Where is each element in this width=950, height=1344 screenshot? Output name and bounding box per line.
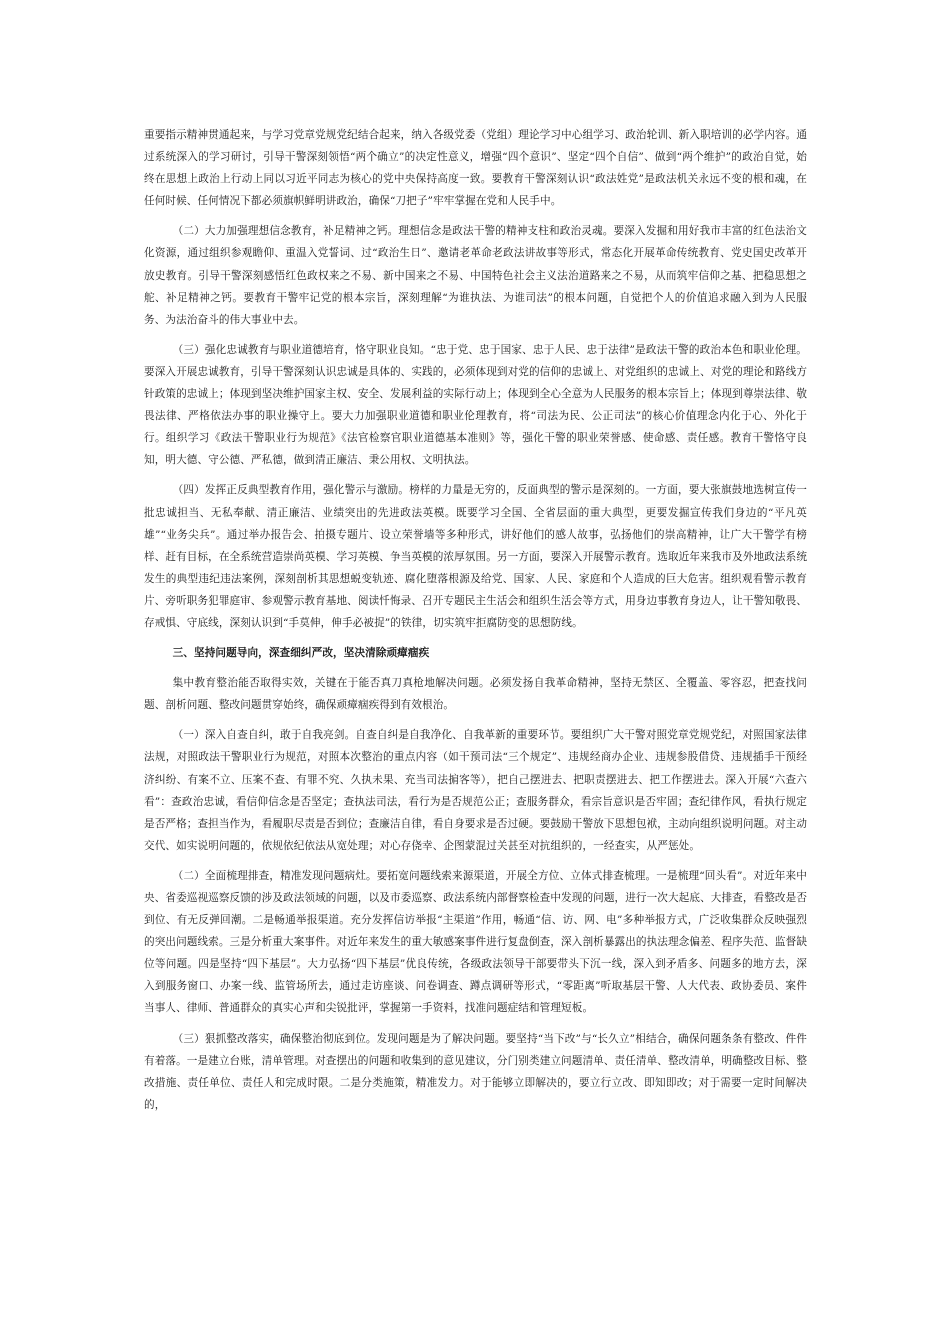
paragraph-study-integration: 重要指示精神贯通起来，与学习党章党规党纪结合起来，纳入各级党委（党组）理论学习中心组学习、政治轮训、新入职培训的必学内容。通过系统深入的学习研讨，引导干警深刻领悟“两个确立”的决定性意义，增强“四个意识”、坚定“四个自信”、做到“两个维护”的政治自觉，始终在思想上政治上行动上同以习近平同志为核心的党中央保持高度一致。要教育干警深刻认识“政法姓党”是政法机关永远不变的根和魂，在任何时候、任何情况下都必须旗帜鲜明讲政治，确保“刀把子”牢牢掌握在党和人民手中。 <box>144 129 808 208</box>
document-page <box>144 124 807 1124</box>
paragraph-comprehensive-review: （二）全面梳理排查，精准发现问题病灶。要拓宽问题线索来源渠道，开展全方位、立体式排查梳理。一是梳理“回头看”。对近年来中央、省委巡视巡察反馈的涉及政法领域的问题，以及市委巡察、政法系统内部督察检查中发现的问题，进行一次大起底、大排查，看整改是否到位、有无反弹回潮。二是畅通举报渠道。充分发挥信访举报“主渠道”作用，畅通“信、访、网、电”多种举报方式，广泛收集群众反映强烈的突出问题线索。三是分析重大案事件。对近年来发生的重大敏感案事件进行复盘倒查，深入剖析暴露出的执法理念偏差、程序失范、监督缺位等问题。四是坚持“四下基层”。大力弘扬“四下基层”优良传统，各级政法领导干部要带头下沉一线，深入到矛盾多、问题多的地方去，深入到服务窗口、办案一线、监管场所去，通过走访座谈、问卷调查、蹲点调研等形式，“零距离”听取基层干警、人大代表、政协委员、案件当事人、律师、普通群众的真实心声和尖锐批评，掌握第一手资料，找准问题症结和管理短板。 <box>144 869 808 1015</box>
paragraph-problem-intro: 集中教育整治能否取得实效，关键在于能否真刀真枪地解决问题。必须发扬自我革命精神，坚持无禁区、全覆盖、零容忍，把查找问题、剖析问题、整改问题贯穿始终，确保顽瘴痼疾得到有效根治。 <box>144 677 807 712</box>
paragraph-rectification: （三）狠抓整改落实，确保整治彻底到位。发现问题是为了解决问题。要坚持“当下改”与“长久立”相结合，确保问题条条有整改、件件有着落。一是建立台账，清单管理。对查摆出的问题和收集到的意见建议，分门别类建立问题清单、责任清单、整改清单，明确整改目标、整改措施、责任单位、责任人和完成时限。二是分类施策，精准发力。对于能够立即解决的，要立行立改、即知即改；对于需要一定时间解决的， <box>144 1032 808 1111</box>
paragraph-models-warnings: （四）发挥正反典型教育作用，强化警示与激励。榜样的力量是无穷的，反面典型的警示是深刻的。一方面，要大张旗鼓地选树宣传一批忠诚担当、无私奉献、清正廉洁、业绩突出的先进政法英模。既要学习全国、全省层面的重大典型，更要发掘宣传我们身边的“平凡英雄”“业务尖兵”。通过举办报告会、拍摄专题片、设立荣誉墙等多种形式，讲好他们的感人故事，弘扬他们的崇高精神，让广大干警学有榜样、赶有目标，在全系统营造崇尚英模、学习英模、争当英模的浓厚氛围。另一方面，要深入开展警示教育。选取近年来我市及外地政法系统发生的典型违纪违法案例，深刻剖析其思想蜕变轨迹、腐化堕落根源及给党、国家、人民、家庭和个人造成的巨大危害。组织观看警示教育片、旁听职务犯罪庭审、参观警示教育基地、阅读忏悔录、召开专题民主生活会和组织生活会等方式，用身边事教育身边人，让干警知敬畏、存戒惧、守底线，深刻认识到“手莫伸，伸手必被捉”的铁律，切实筑牢拒腐防变的思想防线。 <box>144 484 808 629</box>
section-heading-problem-oriented: 三、坚持问题导向，深查细纠严改，坚决清除顽瘴痼疾 <box>172 647 430 660</box>
paragraph-loyalty-ethics: （三）强化忠诚教育与职业道德培育，恪守职业良知。“忠于党、忠于国家、忠于人民、忠于法律”是政法干警的政治本色和职业伦理。要深入开展忠诚教育，引导干警深刻认识忠诚是具体的、实践的，必须体现到对党的信仰的忠诚上、对党组织的忠诚上、对党的理论和路线方针政策的忠诚上；体现到坚决维护国家主权、安全、发展利益的实际行动上；体现到全心全意为人民服务的根本宗旨上；体现到尊崇法律、敬畏法律、严格依法办事的职业操守上。要大力加强职业道德和职业伦理教育，将“司法为民、公正司法”的核心价值理念内化于心、外化于行。组织学习《政法干警职业行为规范》《法官检察官职业道德基本准则》等，强化干警的职业荣誉感、使命感、责任感。教育干警恪守良知，明大德、守公德、严私德，做到清正廉洁、秉公用权、文明执法。 <box>144 343 808 467</box>
paragraph-self-inspection: （一）深入自查自纠，敢于自我亮剑。自查自纠是自我净化、自我革新的重要环节。要组织广大干警对照党章党规党纪，对照国家法律法规，对照政法干警职业行为规范，对照本次整治的重点内容（如干预司法“三个规定”、违规经商办企业、违规参股借贷、违规插手干预经济纠纷、有案不立、压案不查、有罪不究、久执未果、充当司法掮客等），把自己摆进去、把职责摆进去、把工作摆进去。深入开展“六查六看”：查政治忠诚，看信仰信念是否坚定；查执法司法，看行为是否规范公正；查服务群众，看宗旨意识是否牢固；查纪律作风，看执行规定是否严格；查担当作为，看履职尽责是否到位；查廉洁自律，看自身要求是否过硬。要鼓励干警放下思想包袱，主动向组织说明问题。对主动交代、如实说明问题的，依规依纪依法从宽处理；对心存侥幸、企图蒙混过关甚至对抗组织的，一经查实，从严惩处。 <box>144 729 808 852</box>
paragraph-ideals-beliefs: （二）大力加强理想信念教育，补足精神之钙。理想信念是政法干警的精神支柱和政治灵魂。要深入发掘和用好我市丰富的红色法治文化资源，通过组织参观瞻仰、重温入党誓词、过“政治生日”、邀请老革命老政法讲故事等形式，常态化开展革命传统教育、党史国史改革开放史教育。引导干警深刻感悟红色政权来之不易、新中国来之不易、中国特色社会主义法治道路来之不易，从而筑牢信仰之基、把稳思想之舵、补足精神之钙。要教育干警牢记党的根本宗旨，深刻理解“为谁执法、为谁司法”的根本问题，自觉把个人的价值追求融入到为人民服务、为法治奋斗的伟大事业中去。 <box>144 225 807 326</box>
